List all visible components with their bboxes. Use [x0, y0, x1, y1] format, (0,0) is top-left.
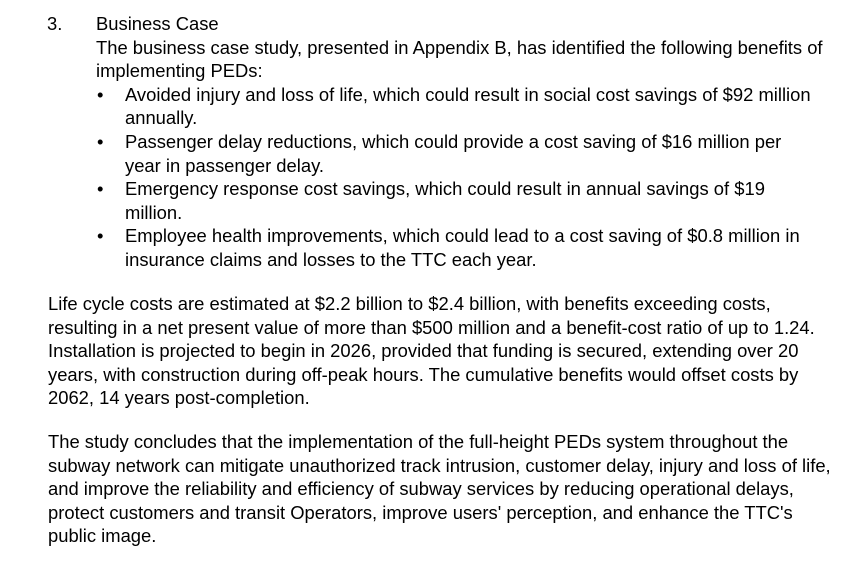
business-case-section [96, 12, 836, 272]
benefit-text: Emergency response cost savings, which could result in annual savings of $19 million. [125, 178, 765, 223]
list-item [96, 130, 815, 177]
benefit-text: Employee health improvements, which could lead to a cost saving of $0.8 million in insurance claims and losses to the TTC each year. [125, 225, 800, 270]
section-heading: Business Case [96, 13, 219, 34]
benefits-list [96, 83, 836, 272]
life-cycle-costs-paragraph: Life cycle costs are estimated at $2.2 billion to $2.4 billion, with benefits exceeding costs, resulting in a net present value of more than $500 million and a benefit-cost ratio of up to 1.24. Installation is projected to begin in 2026, provided that funding is secured, extending over 20 years, with construction during off-peak hours. The cumulative benefits would offset costs by 2062, 14 years post-completion. [48, 293, 815, 409]
section-intro: The business case study, presented in Appendix B, has identified the following benefits of implementing PEDs: [96, 36, 823, 82]
list-item [96, 224, 815, 271]
section-number: 3. [47, 13, 63, 34]
study-conclusion-paragraph: The study concludes that the implementation of the full-height PEDs system throughout the subway network can mitigate unauthorized track intrusion, customer delay, injury and loss of life, and improve the reliability and efficiency of subway services by reducing operational delays, protect customers and transit Operators, improve users' perception, and enhance the TTC's public image. [48, 431, 831, 547]
bullet-glyph: • [97, 225, 104, 247]
bullet-glyph: • [97, 178, 104, 200]
bullet-glyph: • [97, 83, 104, 105]
benefit-text: Passenger delay reductions, which could provide a cost saving of $16 million per year in passenger delay. [125, 130, 782, 176]
list-item [96, 83, 815, 130]
list-item [96, 177, 815, 224]
bullet-glyph: • [97, 130, 104, 152]
benefit-text: Avoided injury and loss of life, which could result in social cost savings of $92 million annually. [125, 83, 811, 129]
